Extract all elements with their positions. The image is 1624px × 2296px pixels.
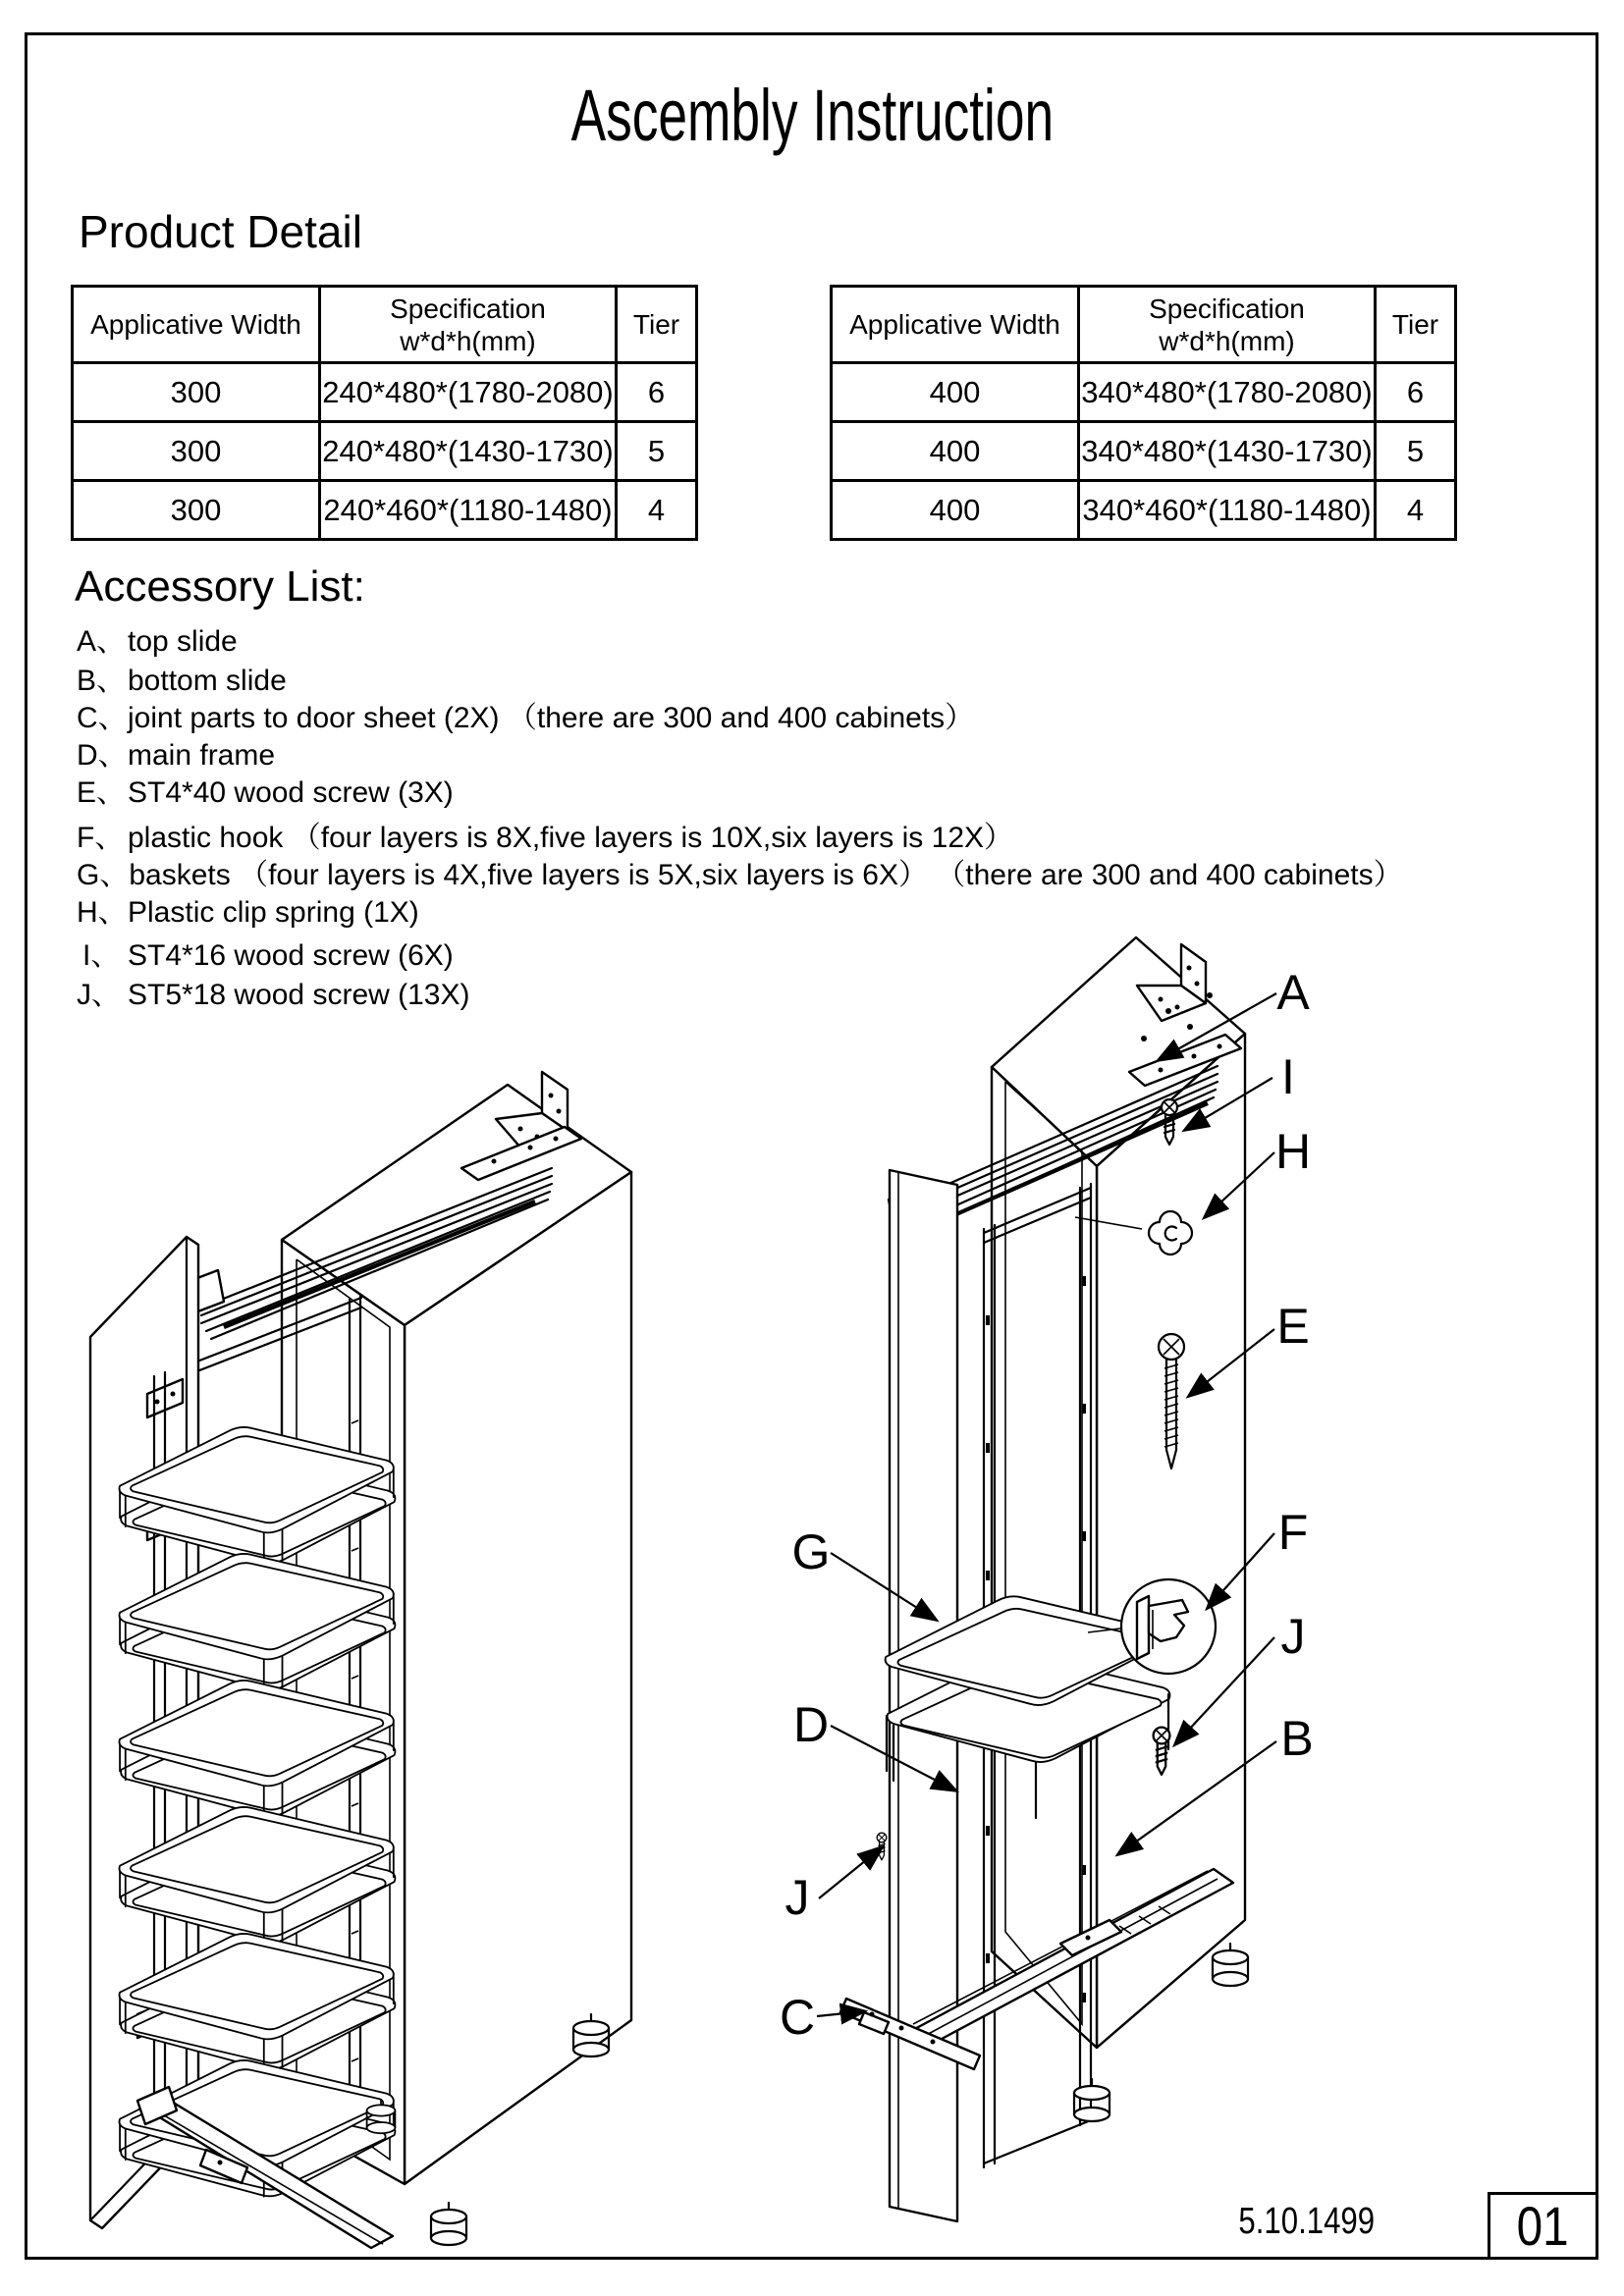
accessory-text: ST4*16 wood screw (6X) xyxy=(128,939,454,972)
accessory-key: H、 xyxy=(77,896,128,929)
part-label-j-right: J xyxy=(1280,1609,1306,1664)
accessory-list-heading: Accessory List: xyxy=(75,562,365,611)
accessory-key: D、 xyxy=(77,739,128,772)
part-label-i: I xyxy=(1281,1049,1295,1104)
part-label-e: E xyxy=(1276,1299,1310,1354)
part-label-b: B xyxy=(1280,1711,1314,1766)
cell-tier: 4 xyxy=(617,481,697,540)
cell-width: 400 xyxy=(832,422,1079,481)
accessory-key: I、 xyxy=(82,939,121,972)
accessory-text: bottom slide xyxy=(128,665,287,697)
accessory-key: G、 xyxy=(77,859,130,891)
cell-tier: 5 xyxy=(617,422,697,481)
accessory-text: top slide xyxy=(128,625,238,658)
cell-tier: 6 xyxy=(1376,363,1456,422)
accessory-key: E、 xyxy=(77,776,127,809)
accessory-text: joint parts to door sheet (2X) （there are 300 and 400 cabinets） xyxy=(128,702,975,734)
spec-header-line1: Specification xyxy=(390,293,546,324)
accessory-key: J、 xyxy=(77,979,121,1011)
document-code: 5.10.1499 xyxy=(1238,2201,1375,2242)
spec-header-line2: w*d*h(mm) xyxy=(400,325,536,356)
cell-spec: 340*460*(1180-1480) xyxy=(1079,481,1376,540)
cell-tier: 6 xyxy=(617,363,697,422)
leveling-foot xyxy=(431,2203,466,2245)
accessory-key: F、 xyxy=(77,822,125,854)
cell-spec: 340*480*(1780-2080) xyxy=(1079,363,1376,422)
leveling-foot xyxy=(1213,1944,1248,1986)
page-title: Ascembly Instruction xyxy=(570,75,1054,156)
accessory-text: ST5*18 wood screw (13X) xyxy=(128,979,470,1011)
page-number-box xyxy=(1488,2192,1598,2260)
col-header-tier: Tier xyxy=(1376,287,1456,363)
leader-j-left xyxy=(819,1847,882,1898)
accessory-key: B、 xyxy=(77,665,127,697)
cell-tier: 5 xyxy=(1376,422,1456,481)
col-header-tier: Tier xyxy=(617,287,697,363)
cell-spec: 240*480*(1430-1730) xyxy=(320,422,617,481)
cell-spec: 240*480*(1780-2080) xyxy=(320,363,617,422)
cell-width: 300 xyxy=(73,363,320,422)
accessory-text: plastic hook （four layers is 8X,five layers is 10X,six layers is 12X） xyxy=(128,822,1014,854)
accessory-text: ST4*40 wood screw (3X) xyxy=(128,776,454,809)
part-label-d: D xyxy=(792,1697,830,1752)
part-label-h: H xyxy=(1274,1124,1312,1179)
product-detail-heading: Product Detail xyxy=(79,206,362,257)
page-number: 01 xyxy=(1517,2195,1569,2257)
cell-width: 300 xyxy=(73,422,320,481)
col-header-applicative-width: Applicative Width xyxy=(832,287,1079,363)
part-label-f: F xyxy=(1277,1505,1309,1560)
part-label-g: G xyxy=(791,1524,831,1579)
accessory-text: baskets （four layers is 4X,five layers is 5X,six layers is 6X） （there are 300 and 400 cabinets） xyxy=(129,859,1403,891)
part-label-c: C xyxy=(779,1990,816,2045)
assembled-unit-view xyxy=(90,1072,631,2248)
cell-width: 400 xyxy=(832,481,1079,540)
part-label-j-left: J xyxy=(785,1870,810,1925)
cell-width: 400 xyxy=(832,363,1079,422)
col-header-applicative-width: Applicative Width xyxy=(73,287,320,363)
cell-width: 300 xyxy=(73,481,320,540)
accessory-text: Plastic clip spring (1X) xyxy=(128,896,419,929)
part-label-a: A xyxy=(1276,965,1310,1020)
st5-screw xyxy=(877,1833,887,1860)
cell-tier: 4 xyxy=(1376,481,1456,540)
plastic-hook-callout xyxy=(1121,1579,1216,1674)
spec-header-line1: Specification xyxy=(1149,293,1305,324)
exploded-unit-view xyxy=(780,937,1314,2221)
cell-spec: 240*460*(1180-1480) xyxy=(320,481,617,540)
accessory-key: A、 xyxy=(77,625,127,658)
cell-spec: 340*480*(1430-1730) xyxy=(1079,422,1376,481)
accessory-key: C、 xyxy=(77,702,128,734)
spec-header-line2: w*d*h(mm) xyxy=(1159,325,1295,356)
accessory-text: main frame xyxy=(128,739,276,772)
